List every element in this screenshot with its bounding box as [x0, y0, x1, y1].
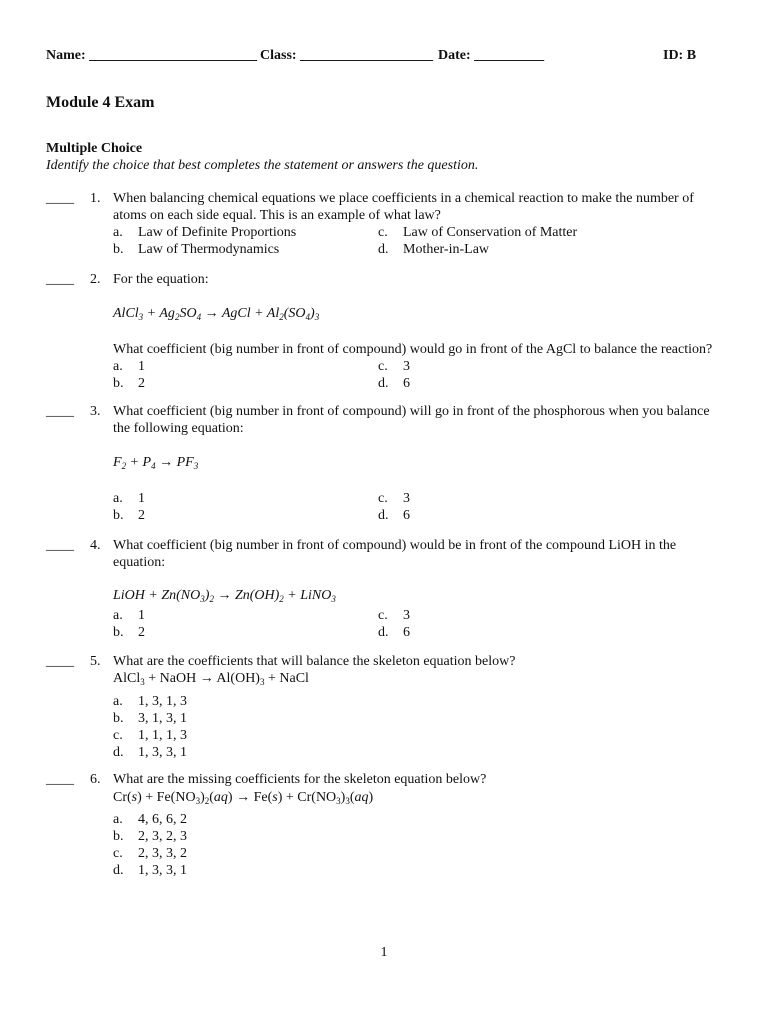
option-a: a. 4, 6, 6, 2 — [113, 812, 187, 827]
page-number: 1 — [380, 945, 388, 960]
option-c: c. 3 — [378, 491, 410, 506]
chemical-equation: AlCl$_3$ + NaOH → $Al(OH)_3$ + NaCl — [113, 671, 309, 687]
answer-blank[interactable]: ____ — [46, 191, 74, 206]
question-number: 2. — [90, 272, 101, 287]
question-stem: What coefficient (big number in front of compound) would be in front of the compound LiOH in the equation: — [113, 538, 677, 570]
option-d: d. 6 — [378, 376, 410, 391]
option-b: b. 2 — [113, 625, 145, 640]
option-b: b. Law of Thermodynamics — [113, 242, 280, 257]
option-a: a. 1 — [113, 359, 145, 374]
option-b: b. 2 — [113, 376, 145, 391]
class-field-label: Class: ___________________ — [260, 48, 434, 63]
chemical-equation: LiOH + $Zn(NO_3)_2 \to Zn(OH)_2$ + LiNO$_3$ — [113, 588, 336, 604]
exam-id: ID: B — [663, 48, 697, 63]
option-c: c. 3 — [378, 608, 410, 623]
section-heading: Multiple Choice — [46, 141, 143, 156]
question-stem: When balancing chemical equations we place coefficients in a chemical reaction to make the number of atoms on each side equal. This is an example of what law? — [113, 191, 694, 223]
answer-blank[interactable]: ____ — [46, 538, 74, 553]
question-number: 1. — [90, 191, 101, 206]
option-d: d. 1, 3, 3, 1 — [113, 863, 187, 878]
question-stem: What are the missing coefficients for the skeleton equation below? — [113, 772, 487, 787]
section-instructions: Identify the choice that best completes the statement or answers the question. — [46, 158, 479, 173]
question-number: 6. — [90, 772, 101, 787]
answer-blank[interactable]: ____ — [46, 404, 74, 419]
option-c: c. 2, 3, 3, 2 — [113, 846, 187, 861]
option-a: a. 1 — [113, 491, 145, 506]
option-c: c. Law of Conservation of Matter — [378, 225, 578, 240]
name-field-label: Name: ________________________ — [46, 48, 258, 63]
page-title: Module 4 Exam — [46, 94, 155, 111]
question-prompt: What coefficient (big number in front of compound) would go in front of the AgCl to balance the reaction? — [113, 342, 713, 357]
option-b: b. 2 — [113, 508, 145, 523]
chemical-equation: AlCl$_3$ + $Ag_2SO_4$ → AgCl + $Al_2(SO_4)_3$ — [113, 306, 320, 322]
date-field-label: Date: __________ — [438, 48, 545, 63]
answer-blank[interactable]: ____ — [46, 772, 74, 787]
option-a: a. 1 — [113, 608, 145, 623]
question-stem: What coefficient (big number in front of compound) will go in front of the phosphorous when you balance the following equation: — [113, 404, 710, 436]
option-d: d. Mother-in-Law — [378, 242, 490, 257]
option-d: d. 6 — [378, 625, 410, 640]
question-stem: What are the coefficients that will balance the skeleton equation below? — [113, 654, 516, 669]
answer-blank[interactable]: ____ — [46, 272, 74, 287]
exam-header — [46, 47, 706, 65]
question-number: 3. — [90, 404, 101, 419]
option-c: c. 3 — [378, 359, 410, 374]
answer-blank[interactable]: ____ — [46, 654, 74, 669]
option-d: d. 6 — [378, 508, 410, 523]
question-stem: For the equation: — [113, 272, 209, 287]
option-a: a. 1, 3, 1, 3 — [113, 694, 187, 709]
option-c: c. 1, 1, 1, 3 — [113, 728, 187, 743]
option-a: a. Law of Definite Proportions — [113, 225, 297, 240]
chemical-equation: $F_2 + P_4 \to PF_3$ — [113, 455, 199, 471]
chemical-equation: $Cr(s) + Fe(NO_3)_2(aq) \to Fe(s) + Cr(NO_3)_3(aq)$ — [113, 790, 374, 806]
question-number: 5. — [90, 654, 101, 669]
option-d: d. 1, 3, 3, 1 — [113, 745, 187, 760]
question-number: 4. — [90, 538, 101, 553]
option-b: b. 2, 3, 2, 3 — [113, 829, 187, 844]
option-b: b. 3, 1, 3, 1 — [113, 711, 187, 726]
